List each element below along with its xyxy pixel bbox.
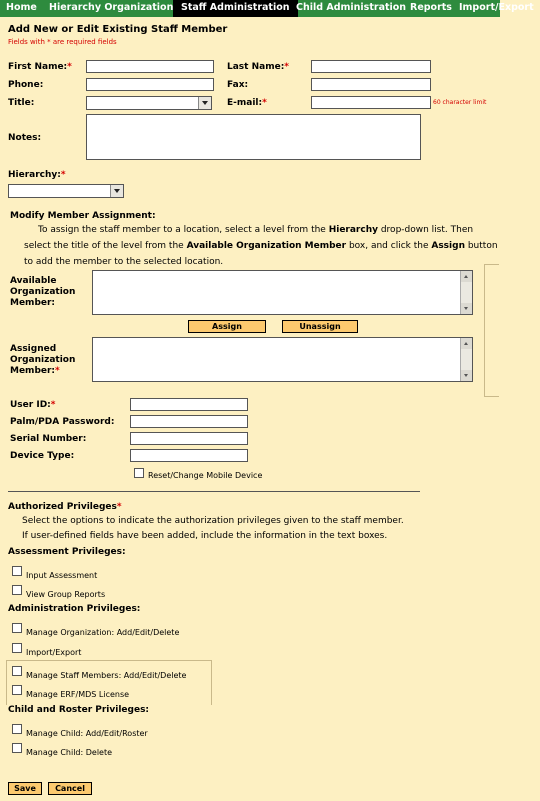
manage-child-add-checkbox[interactable] bbox=[12, 724, 22, 734]
available-member-listbox[interactable] bbox=[92, 270, 473, 315]
input-assessment-label: Input Assessment bbox=[26, 571, 98, 580]
fax-label: Fax: bbox=[227, 80, 249, 90]
reset-mobile-label: Reset/Change Mobile Device bbox=[148, 471, 263, 480]
serial-number-input[interactable] bbox=[130, 432, 248, 445]
first-name-input[interactable] bbox=[86, 60, 214, 73]
unassign-button[interactable]: Unassign bbox=[282, 320, 358, 333]
palm-password-input[interactable] bbox=[130, 415, 248, 428]
cancel-button[interactable]: Cancel bbox=[48, 782, 92, 795]
top-nav bbox=[0, 0, 534, 17]
palm-password-label: Palm/PDA Password: bbox=[10, 417, 115, 427]
phone-input[interactable] bbox=[86, 78, 214, 91]
nav-reports[interactable]: Reports bbox=[410, 2, 452, 13]
user-id-label: User ID:* bbox=[10, 400, 56, 410]
administration-privileges-heading: Administration Privileges: bbox=[8, 604, 141, 614]
scroll-up-icon bbox=[461, 338, 472, 349]
side-panel-edge bbox=[484, 264, 499, 397]
privileges-description-1: Select the options to indicate the authorization privileges given to the staff member. bbox=[22, 516, 404, 526]
serial-number-label: Serial Number: bbox=[10, 434, 87, 444]
scroll-up-icon bbox=[461, 271, 472, 282]
reset-mobile-checkbox[interactable] bbox=[134, 468, 144, 478]
manage-child-delete-checkbox[interactable] bbox=[12, 743, 22, 753]
nav-staff-administration[interactable]: Staff Administration bbox=[173, 0, 298, 17]
last-name-label: Last Name:* bbox=[227, 62, 290, 72]
hierarchy-label: Hierarchy:* bbox=[8, 170, 66, 180]
nav-import-export[interactable]: Import/Export bbox=[459, 2, 534, 13]
required-note: Fields with * are required fields bbox=[8, 38, 117, 46]
import-export-checkbox[interactable] bbox=[12, 643, 22, 653]
user-id-input[interactable] bbox=[130, 398, 248, 411]
nav-hierarchy-organization[interactable]: Hierarchy Organization bbox=[49, 2, 174, 13]
first-name-label: First Name:* bbox=[8, 62, 72, 72]
privileges-description-2: If user-defined fields have been added, include the information in the text boxes. bbox=[22, 531, 388, 541]
nav-home[interactable]: Home bbox=[6, 2, 37, 13]
view-group-reports-checkbox[interactable] bbox=[12, 585, 22, 595]
phone-label: Phone: bbox=[8, 80, 44, 90]
scrollbar[interactable] bbox=[460, 271, 472, 314]
save-button[interactable]: Save bbox=[8, 782, 42, 795]
assigned-member-label: Assigned Organization Member:* bbox=[10, 344, 76, 376]
fax-input[interactable] bbox=[311, 78, 431, 91]
manage-staff-members-checkbox[interactable] bbox=[12, 666, 22, 676]
scroll-down-icon bbox=[461, 370, 472, 381]
assign-button[interactable]: Assign bbox=[188, 320, 266, 333]
notes-textarea[interactable] bbox=[86, 114, 421, 160]
manage-child-delete-label: Manage Child: Delete bbox=[26, 748, 113, 757]
last-name-input[interactable] bbox=[311, 60, 431, 73]
title-label: Title: bbox=[8, 98, 35, 108]
available-member-label: Available Organization Member: bbox=[10, 276, 76, 308]
section-divider bbox=[8, 491, 420, 492]
chevron-down-icon bbox=[110, 185, 123, 197]
manage-child-add-label: Manage Child: Add/Edit/Roster bbox=[26, 729, 148, 738]
email-label: E-mail:* bbox=[227, 98, 267, 108]
notes-label: Notes: bbox=[8, 133, 42, 143]
manage-organization-label: Manage Organization: Add/Edit/Delete bbox=[26, 628, 180, 637]
assessment-privileges-heading: Assessment Privileges: bbox=[8, 547, 126, 557]
assigned-member-listbox[interactable] bbox=[92, 337, 473, 382]
modify-assignment-heading: Modify Member Assignment: bbox=[10, 211, 156, 221]
child-roster-privileges-heading: Child and Roster Privileges: bbox=[8, 705, 150, 715]
manage-staff-members-label: Manage Staff Members: Add/Edit/Delete bbox=[26, 671, 187, 680]
view-group-reports-label: View Group Reports bbox=[26, 590, 106, 599]
title-select[interactable] bbox=[86, 96, 212, 110]
nav-child-administration[interactable]: Child Administration bbox=[296, 2, 407, 13]
page-title: Add New or Edit Existing Staff Member bbox=[8, 24, 228, 35]
chevron-down-icon bbox=[198, 97, 211, 109]
device-type-label: Device Type: bbox=[10, 451, 75, 461]
email-hint: 60 character limit bbox=[433, 99, 487, 106]
scrollbar[interactable] bbox=[460, 338, 472, 381]
hierarchy-select[interactable] bbox=[8, 184, 124, 198]
modify-assignment-description: To assign the staff member to a location, select a level from the Hierarchy drop-down list. Then select the title of the level from the Available Organization Member box, and click the Assign button to add the member to the selected location. bbox=[24, 225, 498, 267]
device-type-input[interactable] bbox=[130, 449, 248, 462]
manage-organization-checkbox[interactable] bbox=[12, 623, 22, 633]
authorized-privileges-heading: Authorized Privileges* bbox=[8, 502, 122, 512]
input-assessment-checkbox[interactable] bbox=[12, 566, 22, 576]
email-input[interactable] bbox=[311, 96, 431, 109]
scroll-down-icon bbox=[461, 303, 472, 314]
manage-erf-mds-label: Manage ERF/MDS License bbox=[26, 690, 130, 699]
manage-erf-mds-checkbox[interactable] bbox=[12, 685, 22, 695]
import-export-label: Import/Export bbox=[26, 648, 82, 657]
